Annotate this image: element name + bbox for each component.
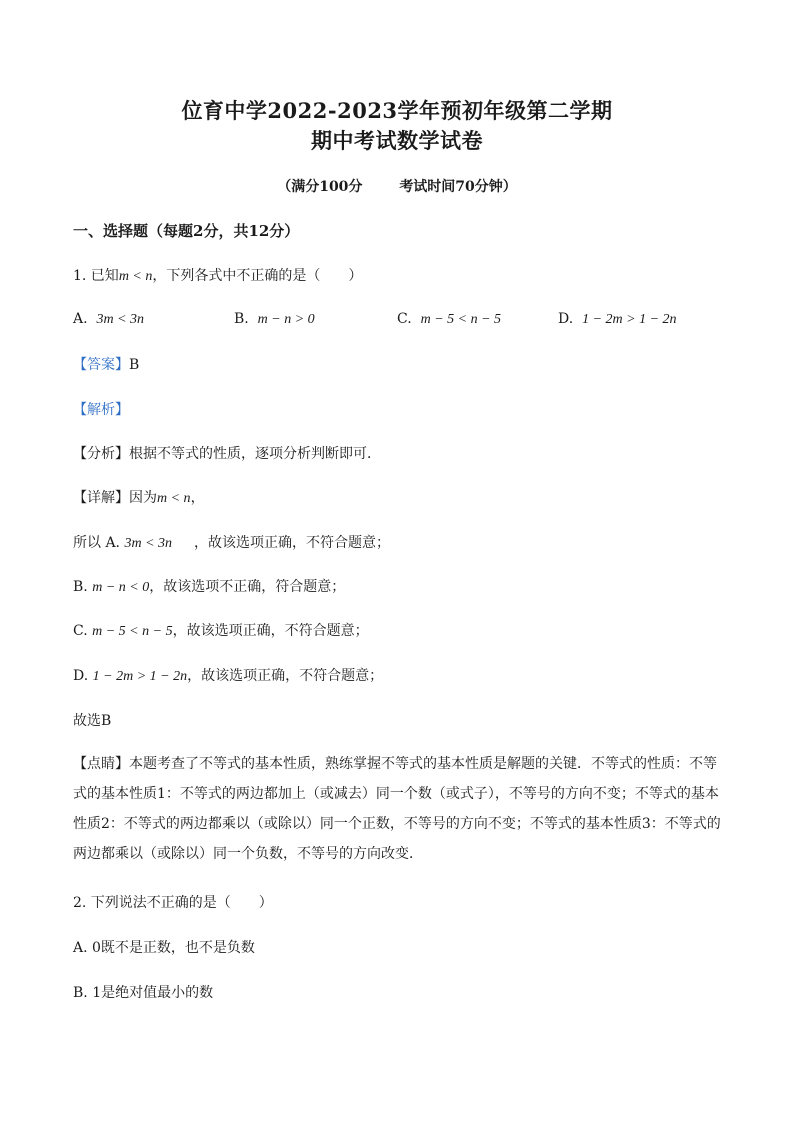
q1-answer	[73, 355, 139, 375]
option-expr: 1 − 2m > 1 − 2n	[582, 312, 677, 327]
step-expr: m − 5 < n − 5	[92, 624, 173, 639]
q1-stem-math: m < n	[118, 269, 153, 284]
step-expr: 1 − 2m > 1 − 2n	[92, 669, 188, 684]
q2-stem: 2. 下列说法不正确的是（ ）	[73, 895, 273, 911]
option-expr: 3m < 3n	[96, 312, 145, 327]
comment-label: 【点睛】	[73, 756, 129, 772]
q1-step-d	[73, 666, 383, 687]
q1-conclusion: 故选B	[73, 713, 112, 729]
step-prefix: C.	[73, 623, 93, 639]
answer-label: 【答案】	[73, 357, 129, 373]
q1-stem-suffix: ，下列各式中不正确的是（ ）	[152, 268, 363, 284]
analysis-label: 【解析】	[73, 402, 129, 418]
q1-option-a	[73, 311, 144, 328]
option-letter: D.	[558, 311, 574, 327]
fenxi-label: 【分析】	[73, 446, 129, 462]
answer-value: B	[129, 357, 140, 373]
q1-fenxi	[73, 444, 381, 464]
step-prefix: 所以 A.	[73, 535, 125, 551]
q1-step-a	[73, 533, 390, 554]
step-text: ，故该选项正确，不符合题意；	[187, 668, 384, 684]
q1-comment	[73, 749, 723, 869]
q2-option-b: B. 1是绝对值最小的数	[73, 985, 214, 1001]
detail-math: m < n	[157, 491, 191, 506]
option-expr: m − 5 < n − 5	[420, 312, 502, 327]
step-prefix: B.	[73, 579, 93, 595]
exam-title-line2: 期中考试数学试卷	[311, 128, 483, 153]
section-heading: 一、选择题（每题2分，共12分）	[73, 222, 300, 240]
step-text: ，故该选项正确，不符合题意；	[194, 535, 391, 551]
time-info: 考试时间70分钟）	[399, 179, 517, 195]
detail-suffix: ，	[190, 490, 205, 506]
step-prefix: D.	[73, 668, 93, 684]
option-letter: B.	[234, 311, 249, 327]
detail-label: 【详解】	[73, 490, 129, 506]
step-text: ，故该选项不正确，符合题意；	[149, 579, 346, 595]
detail-prefix: 因为	[129, 490, 157, 506]
q1-stem	[73, 266, 362, 287]
option-letter: C.	[397, 311, 412, 327]
exam-title-line1: 位育中学2022-2023学年预初年级第二学期	[181, 98, 613, 123]
q1-stem-prefix: 1. 已知	[73, 268, 119, 284]
option-letter: A.	[73, 311, 88, 327]
option-expr: m − n > 0	[257, 312, 315, 327]
fenxi-text: 根据不等式的性质，逐项分析判断即可．	[129, 446, 381, 462]
q1-option-b	[234, 311, 315, 328]
q1-option-c	[397, 311, 501, 328]
step-expr: 3m < 3n	[124, 536, 173, 551]
q1-option-d	[558, 311, 677, 328]
step-text: ，故该选项正确，不符合题意；	[172, 623, 369, 639]
score-info: （满分100分	[277, 179, 363, 195]
q1-step-c	[73, 621, 369, 642]
comment-text: 本题考查了不等式的基本性质，熟练掌握不等式的基本性质是解题的关键．不等式的性质：不等式的基本性质1：不等式的两边都加上（或减去）同一个数（或式子），不等号的方向不变；不等式的基本性质2：不等式的两边都乘以（或除以）同一个正数，不等号的方向不变；不等式的基本性质3：不等式的两边都乘以（或除以）同一个负数，不等号的方向改变．	[73, 756, 721, 862]
q1-step-b	[73, 577, 345, 598]
q2-option-a: A. 0既不是正数，也不是负数	[73, 940, 255, 956]
exam-info	[0, 176, 794, 196]
step-expr: m − n < 0	[92, 580, 150, 595]
q1-detail	[73, 488, 205, 509]
